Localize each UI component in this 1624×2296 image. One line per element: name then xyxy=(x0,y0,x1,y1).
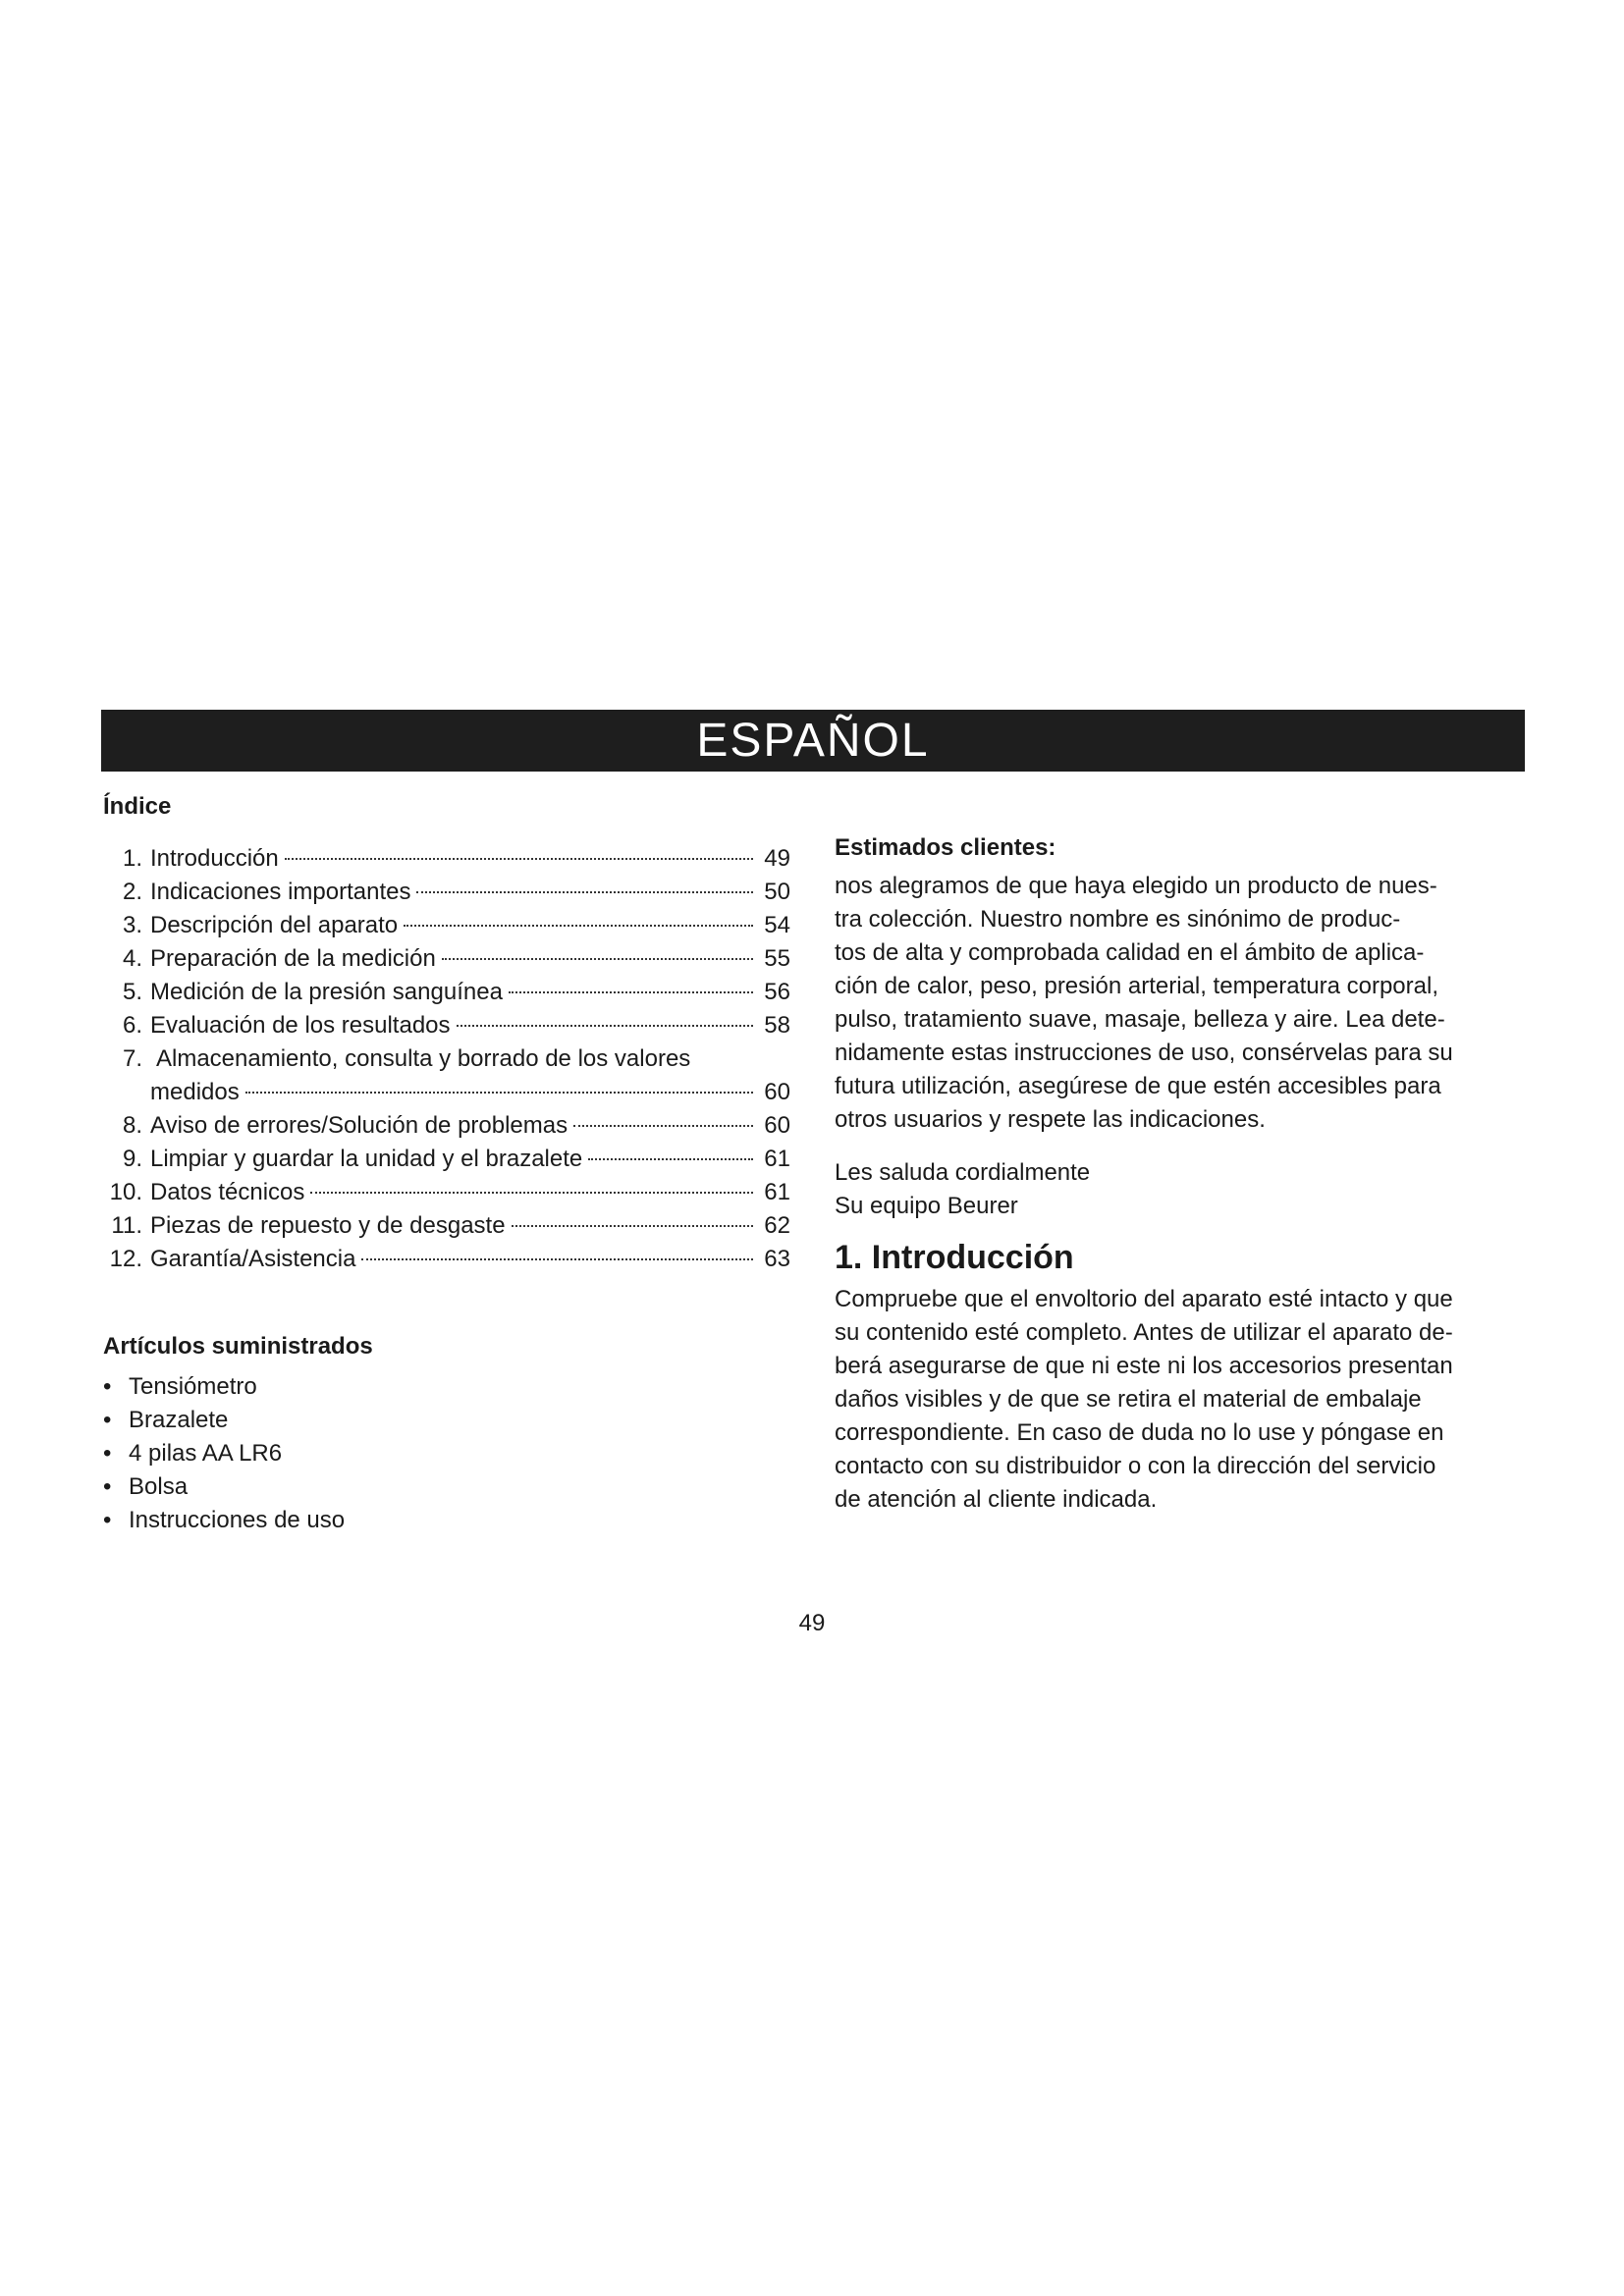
toc-title: Almacenamiento, consulta y borrado de los valores xyxy=(156,1045,691,1072)
toc-number: 3. xyxy=(122,912,142,938)
toc-page: 60 xyxy=(764,1079,790,1105)
paragraph-line: Compruebe que el envoltorio del aparato esté intacto y que xyxy=(835,1286,1453,1312)
list-item xyxy=(103,1504,790,1537)
toc-entry[interactable] xyxy=(103,942,790,976)
toc-page: 61 xyxy=(764,1179,790,1205)
paragraph-line: ción de calor, peso, presión arterial, temperatura corporal, xyxy=(835,973,1438,999)
toc-title: Aviso de errores/Solución de problemas xyxy=(150,1112,568,1139)
toc-number: 6. xyxy=(122,1012,142,1039)
paragraph-line: pulso, tratamiento suave, masaje, belleza y aire. Lea dete- xyxy=(835,1006,1445,1033)
list-item-text: Brazalete xyxy=(129,1407,229,1433)
toc-page: 49 xyxy=(764,845,790,872)
paragraph-line: daños visibles y de que se retira el material de embalaje xyxy=(835,1386,1422,1413)
toc-number: 5. xyxy=(122,979,142,1005)
intro-body xyxy=(835,1283,1522,1517)
bullet-icon: • xyxy=(103,1507,112,1533)
page-number: 49 xyxy=(798,1610,826,1636)
toc-title: Medición de la presión sanguínea xyxy=(150,979,503,1005)
list-item-text: Tensiómetro xyxy=(129,1373,257,1400)
bullet-icon: • xyxy=(103,1373,112,1400)
paragraph-line: nidamente estas instrucciones de uso, consérvelas para su xyxy=(835,1040,1453,1066)
toc-title: Garantía/Asistencia xyxy=(150,1246,356,1272)
toc-leader xyxy=(573,1125,753,1127)
toc-page: 61 xyxy=(764,1146,790,1172)
list-item xyxy=(103,1404,790,1437)
list-item xyxy=(103,1370,790,1404)
toc-page: 56 xyxy=(764,979,790,1005)
toc-entry[interactable] xyxy=(103,1109,790,1143)
toc-leader xyxy=(245,1092,753,1094)
supplied-items-heading: Artículos suministrados xyxy=(103,1333,373,1360)
paragraph-line: correspondiente. En caso de duda no lo use y póngase en xyxy=(835,1419,1444,1446)
toc-leader xyxy=(509,991,753,993)
list-item-text: 4 pilas AA LR6 xyxy=(129,1440,283,1467)
toc-title: Introducción xyxy=(150,845,279,872)
bullet-icon: • xyxy=(103,1473,112,1500)
paragraph-line: tos de alta y comprobada calidad en el ámbito de aplica- xyxy=(835,939,1425,966)
paragraph-line: su contenido esté completo. Antes de utilizar el aparato de- xyxy=(835,1319,1453,1346)
supplied-items-list xyxy=(103,1370,790,1537)
toc-entry[interactable] xyxy=(103,1209,790,1243)
paragraph-line: otros usuarios y respete las indicaciones. xyxy=(835,1106,1266,1133)
toc-number: 4. xyxy=(122,945,142,972)
toc-entry[interactable] xyxy=(103,1009,790,1042)
toc-leader xyxy=(588,1158,753,1160)
paragraph-line: tra colección. Nuestro nombre es sinónimo de produc- xyxy=(835,906,1401,933)
toc-page: 63 xyxy=(764,1246,790,1272)
list-item xyxy=(103,1437,790,1470)
toc-page: 54 xyxy=(764,912,790,938)
paragraph-line: de atención al cliente indicada. xyxy=(835,1486,1158,1513)
toc-page: 55 xyxy=(764,945,790,972)
toc-leader xyxy=(310,1192,753,1194)
toc-number: 8. xyxy=(122,1112,142,1139)
toc-page: 50 xyxy=(764,879,790,905)
toc-leader xyxy=(512,1225,753,1227)
toc-title: Limpiar y guardar la unidad y el brazalete xyxy=(150,1146,583,1172)
toc-heading: Índice xyxy=(103,793,172,820)
paragraph-line: berá asegurarse de que ni este ni los accesorios presentan xyxy=(835,1353,1453,1379)
paragraph-line: futura utilización, asegúrese de que estén accesibles para xyxy=(835,1073,1441,1099)
intro-heading: 1. Introducción xyxy=(835,1239,1074,1276)
language-banner xyxy=(101,710,1525,772)
toc-number: 9. xyxy=(122,1146,142,1172)
toc-entry[interactable] xyxy=(103,842,790,876)
table-of-contents xyxy=(103,842,790,1276)
toc-page: 60 xyxy=(764,1112,790,1139)
toc-page: 58 xyxy=(764,1012,790,1039)
toc-entry[interactable] xyxy=(103,1143,790,1176)
closing-salutation: Les saluda cordialmente xyxy=(835,1159,1091,1186)
toc-leader xyxy=(285,858,753,860)
toc-entry[interactable] xyxy=(103,909,790,942)
toc-leader xyxy=(442,958,753,960)
toc-number: 10. xyxy=(109,1179,142,1205)
toc-title: Evaluación de los resultados xyxy=(150,1012,451,1039)
toc-leader xyxy=(416,891,753,893)
list-item xyxy=(103,1470,790,1504)
toc-number: 1. xyxy=(122,845,142,872)
toc-number: 2. xyxy=(122,879,142,905)
toc-title: Indicaciones importantes xyxy=(150,879,411,905)
bullet-icon: • xyxy=(103,1440,112,1467)
left-column xyxy=(103,785,790,1537)
toc-number: 7. xyxy=(122,1045,142,1072)
toc-leader xyxy=(457,1025,753,1027)
greeting-body xyxy=(835,870,1522,1137)
toc-entry[interactable] xyxy=(103,1176,790,1209)
toc-entry[interactable] xyxy=(103,1042,790,1109)
list-item-text: Instrucciones de uso xyxy=(129,1507,346,1533)
toc-title: Piezas de repuesto y de desgaste xyxy=(150,1212,506,1239)
toc-number: 11. xyxy=(111,1212,142,1239)
banner-title: ESPAÑOL xyxy=(696,715,930,767)
paragraph-line: nos alegramos de que haya elegido un producto de nues- xyxy=(835,873,1437,899)
toc-entry[interactable] xyxy=(103,976,790,1009)
bullet-icon: • xyxy=(103,1407,112,1433)
toc-title: Preparación de la medición xyxy=(150,945,436,972)
toc-title: Descripción del aparato xyxy=(150,912,399,938)
list-item-text: Bolsa xyxy=(129,1473,189,1500)
paragraph-line: contacto con su distribuidor o con la dirección del servicio xyxy=(835,1453,1436,1479)
greeting-heading: Estimados clientes: xyxy=(835,834,1056,861)
toc-title: Datos técnicos xyxy=(150,1179,305,1205)
toc-leader xyxy=(404,925,753,927)
right-column xyxy=(835,834,1522,1517)
closing-signature: Su equipo Beurer xyxy=(835,1193,1018,1219)
toc-number: 12. xyxy=(109,1246,142,1272)
toc-leader xyxy=(361,1258,753,1260)
toc-page: 62 xyxy=(764,1212,790,1239)
toc-entry[interactable] xyxy=(103,876,790,909)
toc-entry[interactable] xyxy=(103,1243,790,1276)
toc-title-continued: medidos xyxy=(150,1079,240,1105)
